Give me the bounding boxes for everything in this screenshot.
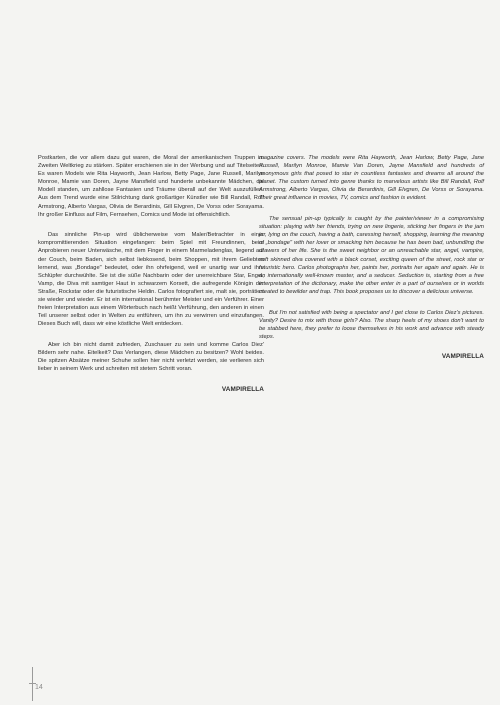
- german-paragraph-2: Das sinnliche Pin-up wird üblicherweise vom Maler/Betrachter in einer kompromittierenden Situation eingefangen: beim Spiel mit Freundinnen, beim Anprobieren neuer Unterwäsche, mit dem Finger in einem Marmeladenglas, liegend auf der Couch, beim Baden, sich selbst liebkosend, beim Shoppen, mit ihrem Geliebten lernend, was „Bondage" bedeutet, oder ihn ohrfeigend, weil er unartig war und ihre Schlüpfer durchwühlte. Sie ist die süße Nachbarin oder der unerreichbare Star, Engel, Vamp, die Diva mit samtiger Haut in schwarzem Korsett, die aufregende Königin der Straße, Rockstar oder die futuristische Heldin. Carlos fotografiert sie, malt sie, porträtiert sie wieder und wieder. Er ist ein international berühmter Meister und ein Verführer. Einer freien Interpretation aus einem Wörterbuch nach heißt Verführung, den anderen in einen Teil unserer selbst oder in Welten zu entführen, um ihn zu verwirren und einzufangen. Dieses Buch will, dass wir eine köstliche Welt entdecken.: [38, 232, 264, 328]
- german-signature: VAMPIRELLA: [221, 385, 264, 393]
- folio-rule: [32, 667, 33, 701]
- english-paragraph-1: magazine covers. The models were Rita Hayworth, Jean Harlow, Betty Page, Jane Russell, Marilyn Monroe, Mamie Van Doren, Jayne Mansfield and hundreds of anonymous girls that posed to star in countless fantasies and dreams all around the planet. The custom turned into genre thanks to marvelous artists like Bill Randall, Rolf Armstrong, Alberto Vargas, Olivia de Berardinis, Gill Elvgren, De Vorss or Sorayama. Their great influence in movies, TV, comics and fashion is evident.: [259, 155, 484, 202]
- english-column: [259, 154, 484, 361]
- english-signature: VAMPIRELLA: [441, 353, 484, 361]
- german-column: [38, 154, 264, 394]
- english-paragraph-2: The sensual pin-up typically is caught by the painter/viewer in a compromising situation: playing with her friends, trying on new lingerie, sticking her fingers in the jam jar, lying on the couch, having a bath, caressing herself, shopping, learning the meaning of „bondage" with her lover or smacking him because he has been bad, unbundling the drawers of her life. She is the sweet neighbor or an unreachable star, angel, vampire, soft skinned diva covered with a black corset, exciting queen of the street, rock star or futuristic hero. Carlos photographs her, paints her, portraits her again and again. He is an internationally well-known master, and a seducer. Seduction is, starting from a free interpretation of the dictionary, make the other enter in a part of ourselves or in worlds created to bewilder and trap. This book proposes us to discover a delicious universe.: [259, 216, 484, 295]
- german-paragraph-3: Aber ich bin nicht damit zufrieden, Zuschauer zu sein und komme Carlos Diez' Bildern sehr nahe. Eitelkeit? Das Verlangen, diese Mädchen zu besitzen? Wohl beides. Die spitzen Absätze meiner Schuhe sollen hier nicht verletzt werden, sie verlieren sich lieber in seinem Werk und schreiten mit stetem Schritt voran.: [38, 341, 264, 373]
- page-number: 14: [35, 684, 43, 691]
- english-paragraph-3: But I'm not satisfied with being a spectator and I get close to Carlos Diez's pictures. Vanity? Desire to mix with those girls? Also. The sharp heels of my shoes don't want to be stabbed here, they prefer to loose themselves in his work and advance with steady steps.: [259, 309, 484, 340]
- german-paragraph-1: Postkarten, die vor allem dazu gut waren, die Moral der amerikanischen Truppen im Zweiten Weltkrieg zu stärken. Später erschienen sie in der Werbung und auf Titelseiten. Es waren Models wie Rita Hayworth, Jean Harlow, Betty Page, Jane Russell, Marilyn Monroe, Mamie van Doren, Jayne Mansfield und hunderte unbekannte Mädchen, die Modell standen, um zahllose Fantasien und Träume überall auf der Welt auszufüllen. Aus dem Trend wurde eine Stilrichtung dank großartiger Künstler wie Bill Randall, Rolf Armstrong, Alberto Vargas, Olivia de Berardinis, Gill Elvgren, De Vorss oder Sorayama. Ihr großer Einfluss auf Film, Fernsehen, Comics und Mode ist offensichtlich.: [38, 155, 264, 218]
